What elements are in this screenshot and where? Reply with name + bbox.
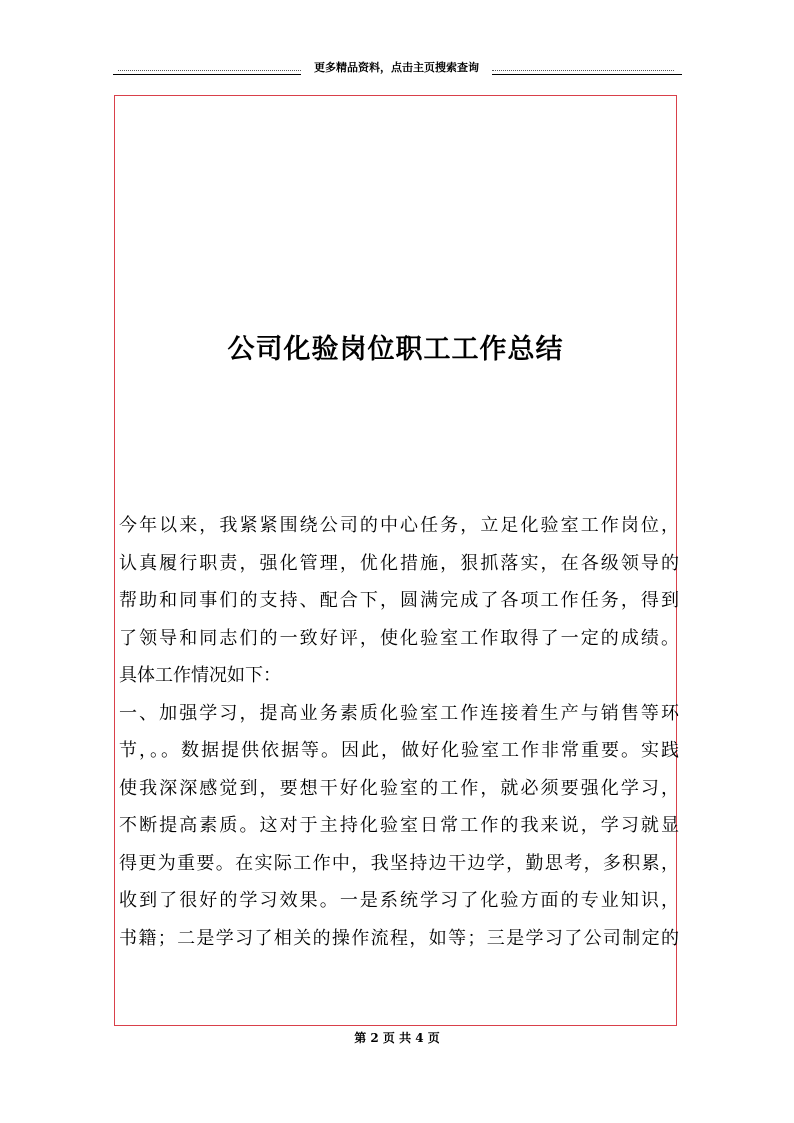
page-number-footer: 第 2 页 共 4 页 (354, 1031, 440, 1045)
body-line: 不断提高素质。这对于主持化验室日常工作的我来说，学习就显 (119, 815, 679, 836)
body-line: 了领导和同志们的一致好评，使化验室工作取得了一定的成绩。 (119, 627, 679, 649)
header-dotted-rule-left (118, 70, 301, 71)
body-line: 使我深深感觉到，要想干好化验室的工作，就必须要强化学习， (119, 777, 679, 799)
body-line: 一、加强学习，提高业务素质化验室工作连接着生产与销售等环 (119, 702, 679, 724)
body-line: 帮助和同事们的支持、配合下，圆满完成了各项工作任务，得到 (119, 590, 679, 611)
header-dotted-rule-right (492, 70, 674, 71)
body-line: 收到了很好的学习效果。一是系统学习了化验方面的专业知识， (119, 890, 679, 911)
body-line: 得更为重要。在实际工作中，我坚持边干边学，勤思考，多积累， (119, 852, 679, 874)
body-line: 节，。。数据提供依据等。因此，做好化验室工作非常重要。实践 (119, 740, 679, 761)
body-line: 认真履行职责，强化管理，优化措施，狠抓落实，在各级领导的 (119, 552, 679, 574)
body-line: 书籍；二是学习了相关的操作流程，如等；三是学习了公司制定的 (119, 927, 679, 949)
body-line: 具体工作情况如下： (119, 665, 281, 686)
document-title: 公司化验岗位职工工作总结 (227, 334, 564, 365)
body-line: 今年以来，我紧紧围绕公司的中心任务，立足化验室工作岗位， (119, 515, 679, 536)
document-body (119, 507, 679, 957)
header-note: 更多精品资料，点击主页搜索查询 (301, 61, 492, 75)
